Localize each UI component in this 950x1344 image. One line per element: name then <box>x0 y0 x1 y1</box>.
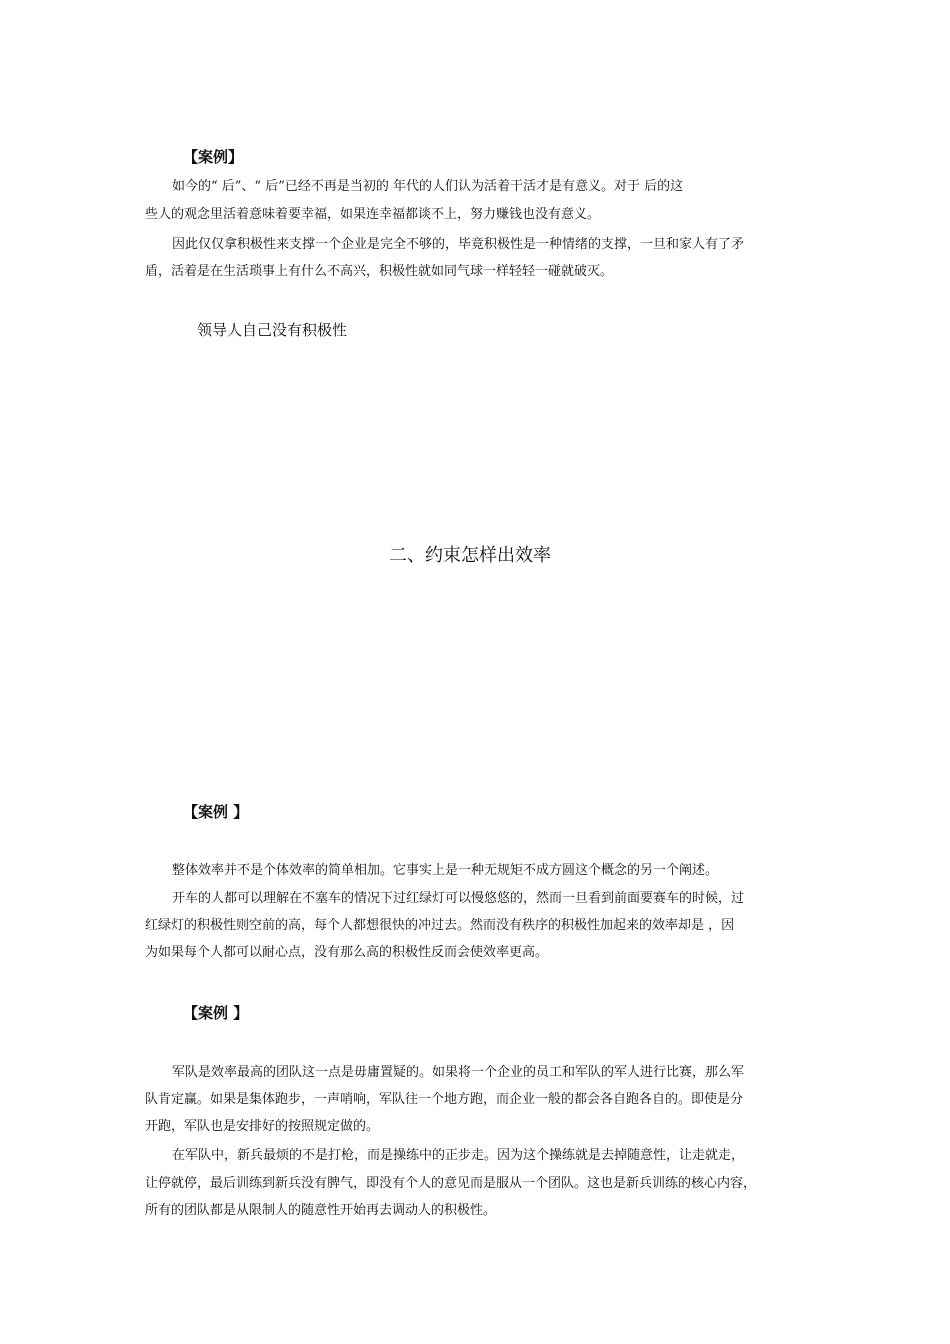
subheading: 领导人自己没有积极性 <box>197 321 348 339</box>
case-label: 【案例】 <box>183 148 244 166</box>
case-label: 【案例 】 <box>183 1004 249 1022</box>
paragraph-line: 军队是效率最高的团队这一点是毋庸置疑的。如果将一个企业的员工和军队的军人进行比赛，那么军 <box>172 1065 745 1080</box>
section-title: 二、约束怎样出效率 <box>389 545 551 566</box>
paragraph-line: 让停就停，最后训练到新兵没有脾气，即没有个人的意见而是服从一个团队。这也是新兵训练的核心内容， <box>145 1176 757 1191</box>
paragraph-line: 因此仅仅拿积极性来支撑一个企业是完全不够的，毕竟积极性是一种情绪的支撑，一旦和家人有了矛 <box>172 237 745 252</box>
paragraph-line: 盾，活着是在生活琐事上有什么不高兴，积极性就如同气球一样轻轻一碰就破灭。 <box>145 264 614 279</box>
paragraph-line: 开跑，军队也是安排好的按照规定做的。 <box>145 1119 380 1134</box>
paragraph-line: 开车的人都可以理解在不塞车的情况下过红绿灯可以慢悠悠的，然而一旦看到前面要赛车的时候，过 <box>172 891 745 906</box>
paragraph-line: 在军队中，新兵最烦的不是打枪，而是操练中的正步走。因为这个操练就是去掉随意性，让走就走， <box>172 1148 745 1163</box>
paragraph-line: 所有的团队都是从限制人的随意性开始再去调动人的积极性。 <box>145 1203 497 1218</box>
paragraph-line: 些人的观念里活着意味着要幸福，如果连幸福都谈不上，努力赚钱也没有意义。 <box>145 207 601 222</box>
paragraph-line: 红绿灯的积极性则空前的高，每个人都想很快的冲过去。然而没有秩序的积极性加起来的效率却是 ，因 <box>145 918 735 933</box>
paragraph-line: 整体效率并不是个体效率的简单相加。它事实上是一种无规矩不成方圆这个概念的另一个阐述。 <box>172 863 719 878</box>
paragraph-line: 如今的“ 后”、“ 后”已经不再是当初的 年代的人们认为活着干活才是有意义。对于 后的这 <box>172 179 684 194</box>
case-label: 【案例 】 <box>183 803 249 821</box>
paragraph-line: 队肯定赢。如果是集体跑步，一声哨响，军队往一个地方跑，而企业一般的都会各自跑各自的。即使是分 <box>145 1092 744 1107</box>
paragraph-line: 为如果每个人都可以耐心点，没有那么高的积极性反而会使效率更高。 <box>145 945 549 960</box>
